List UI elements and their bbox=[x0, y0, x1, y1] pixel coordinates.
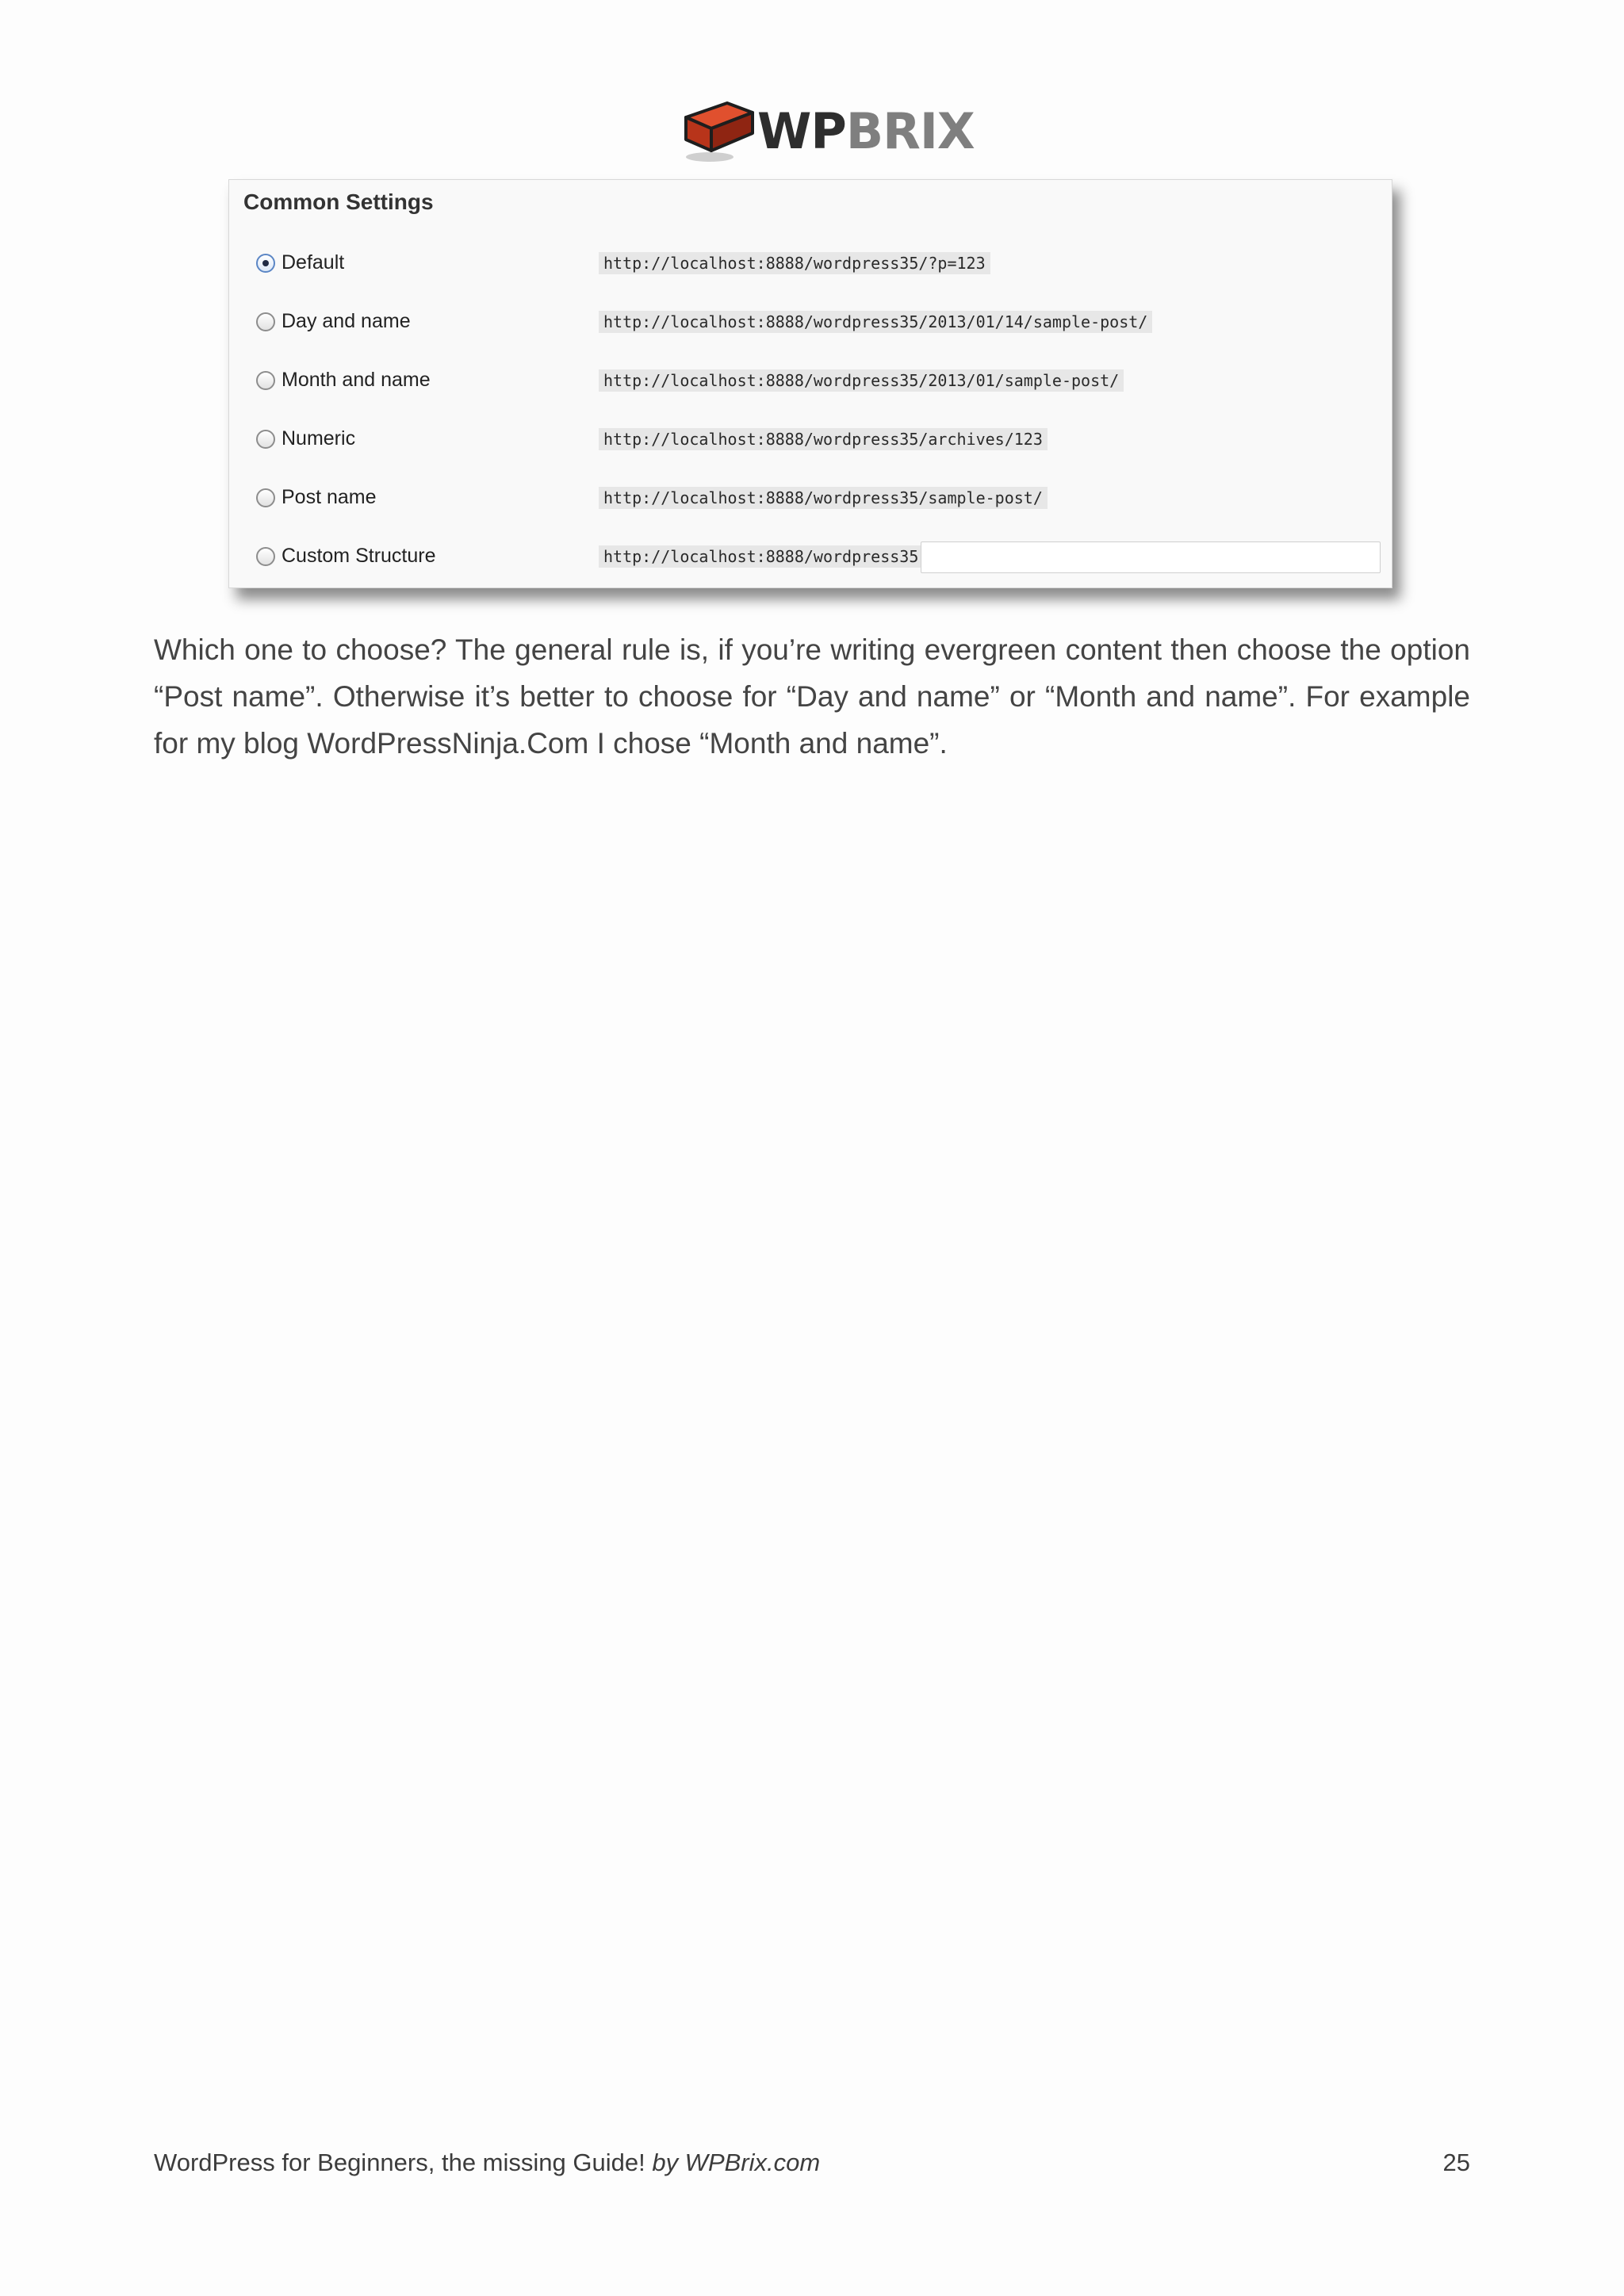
option-month-and-name[interactable] bbox=[229, 361, 1392, 402]
option-label: Default bbox=[282, 251, 345, 274]
option-numeric[interactable] bbox=[229, 419, 1392, 461]
option-url: http://localhost:8888/wordpress35/2013/01/14/sample-post/ bbox=[599, 311, 1152, 333]
radio-day-and-name[interactable] bbox=[256, 312, 275, 331]
body-paragraph: Which one to choose? The general rule is, if you’re writing evergreen content then choose the option “Post name”. Otherwise it’s better to choose for “Day and name” or “Month and name”. For example for my blog WordPressNinja.Com I chose “Month and name”. bbox=[154, 633, 1470, 760]
wpbrix-logo bbox=[678, 94, 975, 170]
radio-default[interactable] bbox=[256, 254, 275, 273]
logo-brix-text: BRIX bbox=[845, 102, 975, 160]
custom-structure-input[interactable] bbox=[921, 541, 1381, 573]
radio-numeric[interactable] bbox=[256, 430, 275, 449]
option-label: Month and name bbox=[282, 369, 431, 391]
page-number: 25 bbox=[1442, 2149, 1470, 2176]
option-default[interactable] bbox=[229, 243, 1392, 285]
option-url: http://localhost:8888/wordpress35/2013/01/sample-post/ bbox=[599, 369, 1124, 392]
radio-month-and-name[interactable] bbox=[256, 371, 275, 390]
panel-title: Common Settings bbox=[243, 189, 434, 214]
option-label: Post name bbox=[282, 486, 377, 508]
option-post-name[interactable] bbox=[229, 478, 1392, 519]
common-settings-panel bbox=[228, 179, 1392, 588]
footer-book-title: WordPress for Beginners, the missing Guide! bbox=[154, 2149, 645, 2176]
option-label: Numeric bbox=[282, 427, 356, 450]
option-custom-structure[interactable] bbox=[229, 537, 1392, 578]
logo-wordmark bbox=[757, 101, 975, 162]
radio-post-name[interactable] bbox=[256, 488, 275, 507]
brick-icon bbox=[678, 94, 757, 170]
footer-byline: by WPBrix.com bbox=[652, 2149, 821, 2176]
option-label: Custom Structure bbox=[282, 545, 436, 567]
logo-wp-text: WP bbox=[757, 102, 846, 160]
option-url: http://localhost:8888/wordpress35 bbox=[599, 545, 923, 568]
option-day-and-name[interactable] bbox=[229, 302, 1392, 343]
footer-title bbox=[154, 2149, 820, 2177]
option-url: http://localhost:8888/wordpress35/?p=123 bbox=[599, 252, 990, 274]
option-label: Day and name bbox=[282, 310, 411, 332]
option-url: http://localhost:8888/wordpress35/archives/123 bbox=[599, 428, 1048, 450]
option-url: http://localhost:8888/wordpress35/sample-post/ bbox=[599, 487, 1048, 509]
radio-custom-structure[interactable] bbox=[256, 547, 275, 566]
